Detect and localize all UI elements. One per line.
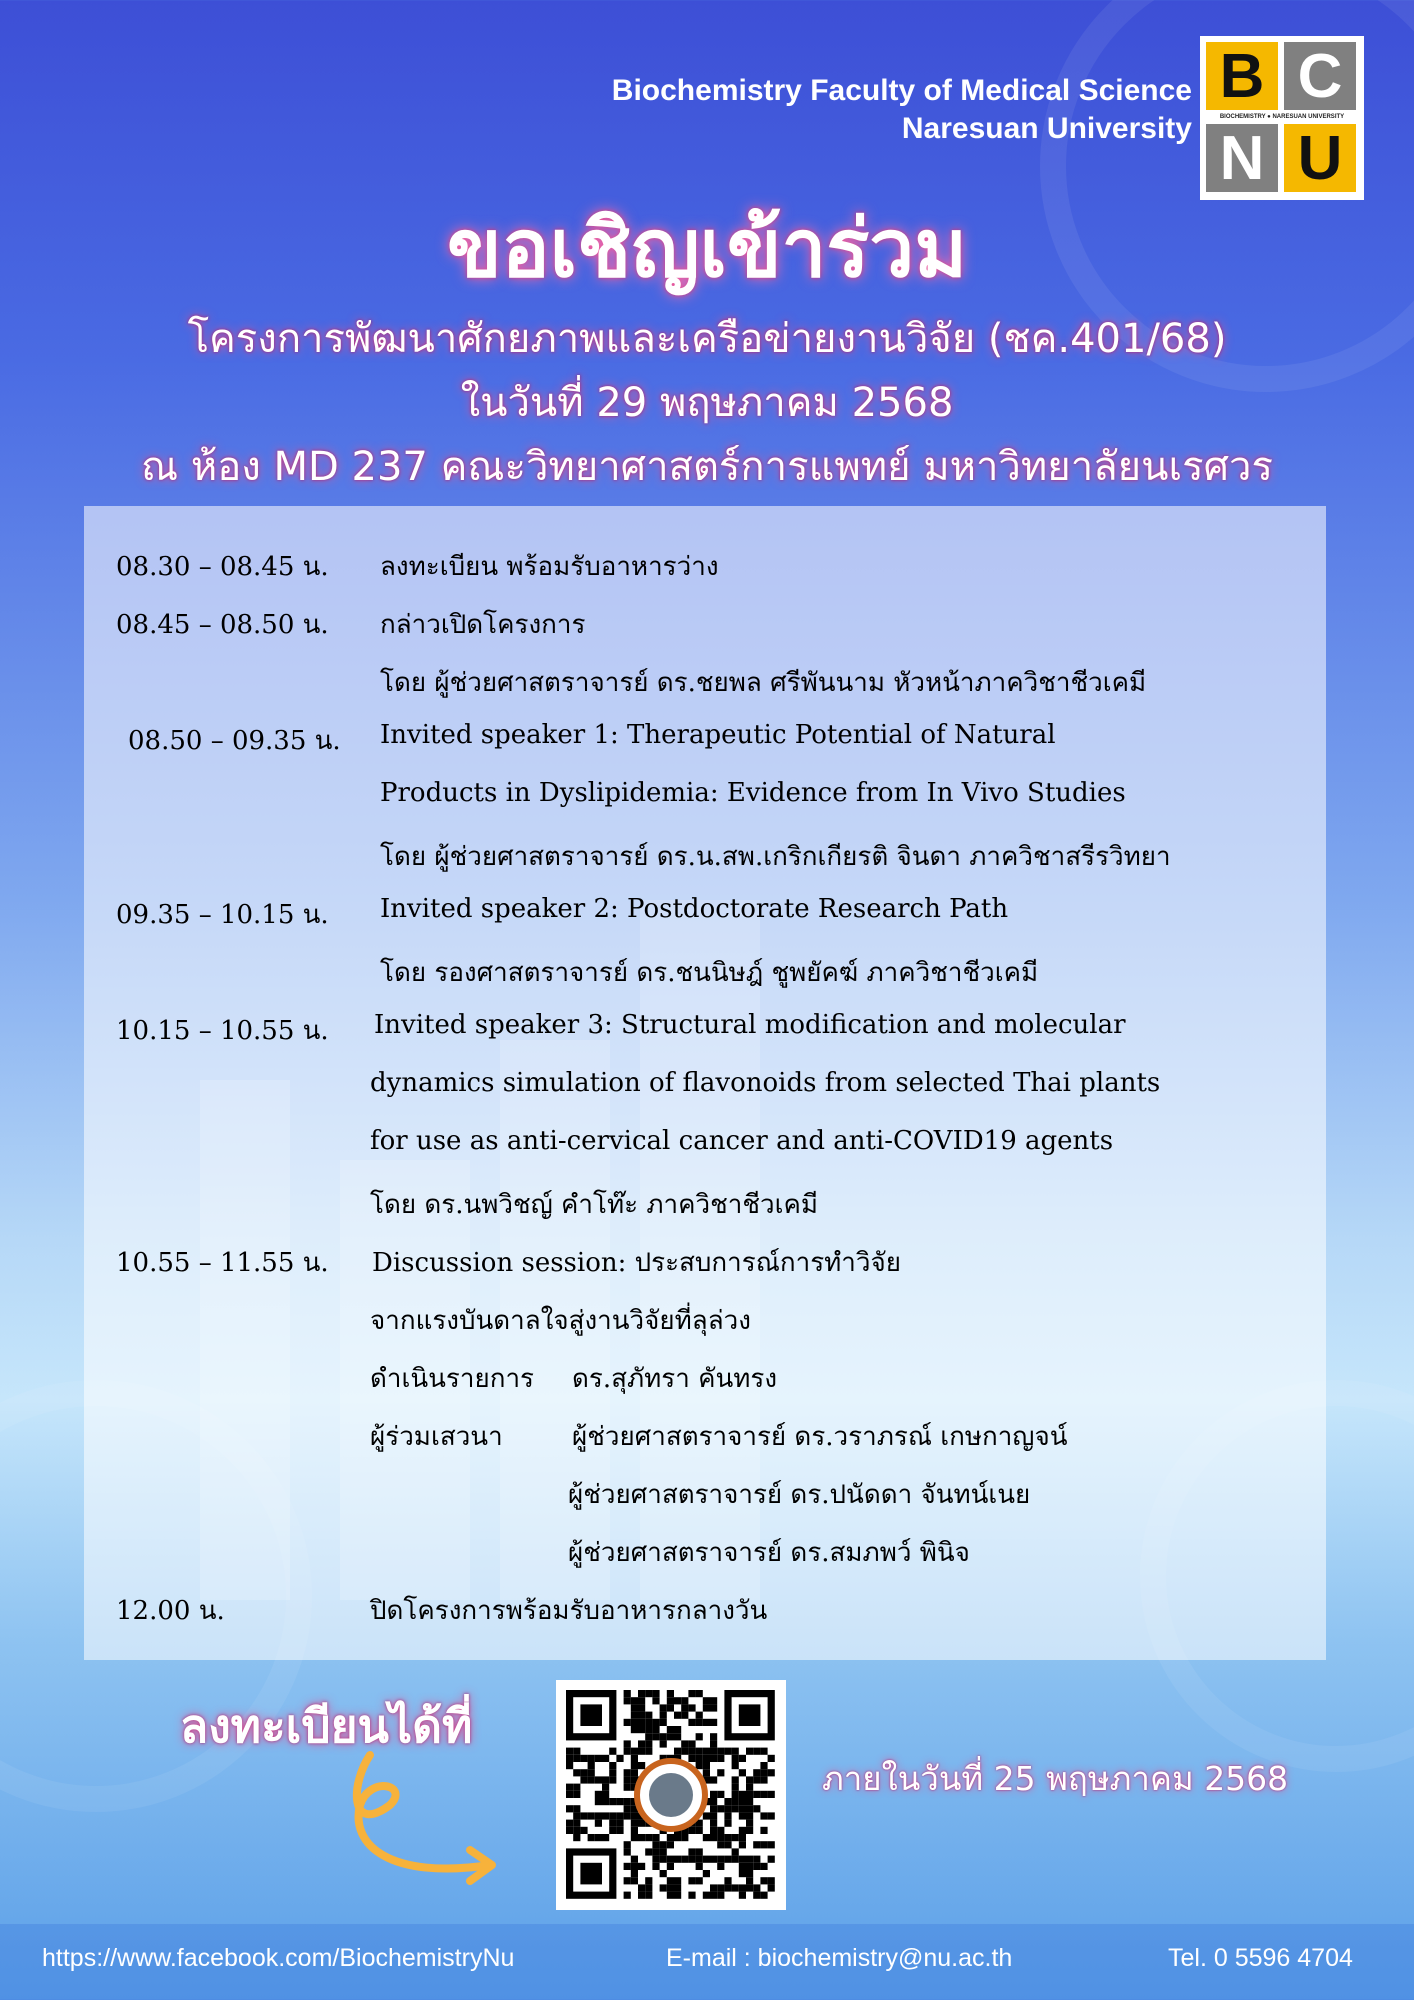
schedule-item: Invited speaker 3: Structural modification and molecular — [374, 1010, 1126, 1040]
schedule-time: 10.15 – 10.55 น. — [116, 1016, 329, 1046]
phone-contact: Tel. 0 5596 4704 — [1168, 1944, 1353, 1972]
logo-letter-n: N — [1206, 124, 1278, 192]
schedule-time: 09.35 – 10.15 น. — [116, 900, 329, 930]
registration-deadline: ภายในวันที่ 25 พฤษภาคม 2568 — [822, 1759, 1289, 1798]
schedule-item: Invited speaker 2: Postdoctorate Research Path — [380, 894, 1009, 924]
logo-letter-b: B — [1206, 42, 1278, 110]
org-line-2: Naresuan University — [901, 112, 1192, 145]
schedule-time: 08.50 – 09.35 น. — [128, 726, 341, 756]
schedule-item: กล่าวเปิดโครงการ — [380, 610, 586, 640]
schedule-speaker: โดย ดร.นพวิชญ์ คำโท๊ะ ภาควิชาชีวเคมี — [370, 1190, 819, 1220]
schedule-item-continued: Products in Dyslipidemia: Evidence from In Vivo Studies — [380, 778, 1126, 808]
schedule-speaker: โดย รองศาสตราจารย์ ดร.ชนนิษฎ์ ชูพยัคฆ์ ภาควิชาชีวเคมี — [380, 958, 1039, 988]
schedule-speaker: โดย ผู้ช่วยศาสตราจารย์ ดร.ชยพล ศรีพันนาม หัวหน้าภาควิชาชีวเคมี — [380, 668, 1147, 698]
project-name: โครงการพัฒนาศักยภาพและเครือข่ายงานวิจัย (ชค.401/68) — [187, 316, 1227, 362]
qr-code-icon[interactable] — [556, 1680, 786, 1910]
panelists-label: ผู้ร่วมเสวนา — [370, 1422, 503, 1452]
email-contact[interactable]: E-mail : biochemistry@nu.ac.th — [666, 1944, 1013, 1972]
schedule-item: ลงทะเบียน พร้อมรับอาหารว่าง — [380, 552, 719, 582]
panelist-name: ผู้ช่วยศาสตราจารย์ ดร.ปนัดดา จันทน์เนย — [568, 1480, 1031, 1510]
org-line-1: Biochemistry Faculty of Medical Science — [611, 74, 1192, 107]
schedule-time: 12.00 น. — [116, 1596, 225, 1626]
schedule-item: Discussion session: ประสบการณ์การทำวิจัย — [372, 1248, 901, 1278]
curly-arrow-icon — [330, 1745, 510, 1895]
logo-letter-u: U — [1284, 124, 1356, 192]
event-venue: ณ ห้อง MD 237 คณะวิทยาศาสตร์การแพทย์ มหาวิทยาลัยนเรศวร — [141, 444, 1273, 490]
registration-title: ลงทะเบียนได้ที่ — [180, 1699, 473, 1753]
schedule-time: 10.55 – 11.55 น. — [116, 1248, 329, 1278]
schedule-item: ปิดโครงการพร้อมรับอาหารกลางวัน — [370, 1596, 768, 1626]
panelist-name: ผู้ช่วยศาสตราจารย์ ดร.สมภพว์ พินิจ — [568, 1538, 970, 1568]
logo-tagline: BIOCHEMISTRY ● NARESUAN UNIVERSITY — [1206, 112, 1358, 122]
organization-name — [612, 72, 1192, 148]
moderator-name: ดร.สุภัทรา คันทรง — [572, 1364, 778, 1394]
schedule-item: Invited speaker 1: Therapeutic Potential of Natural — [380, 720, 1056, 750]
event-date: ในวันที่ 29 พฤษภาคม 2568 — [460, 380, 954, 426]
schedule-item-continued: จากแรงบันดาลใจสู่งานวิจัยที่ลุล่วง — [370, 1306, 751, 1336]
bcnu-logo — [1200, 36, 1364, 200]
schedule-speaker: โดย ผู้ช่วยศาสตราจารย์ ดร.น.สพ.เกริกเกียรติ จินดา ภาควิชาสรีรวิทยา — [380, 842, 1171, 872]
facebook-link[interactable]: https://www.facebook.com/BiochemistryNu — [42, 1944, 515, 1972]
registration-qr-code[interactable] — [556, 1680, 786, 1910]
schedule-time: 08.45 – 08.50 น. — [116, 610, 329, 640]
schedule-time: 08.30 – 08.45 น. — [116, 552, 329, 582]
logo-letter-c: C — [1284, 42, 1356, 110]
moderator-label: ดำเนินรายการ — [370, 1364, 535, 1394]
schedule-item-continued: for use as anti-cervical cancer and anti-COVID19 agents — [370, 1126, 1114, 1156]
invitation-title: ขอเชิญเข้าร่วม — [446, 202, 968, 295]
panelist-name: ผู้ช่วยศาสตราจารย์ ดร.วราภรณ์ เกษกาญจน์ — [572, 1422, 1068, 1452]
schedule-item-continued: dynamics simulation of flavonoids from selected Thai plants — [370, 1068, 1161, 1098]
